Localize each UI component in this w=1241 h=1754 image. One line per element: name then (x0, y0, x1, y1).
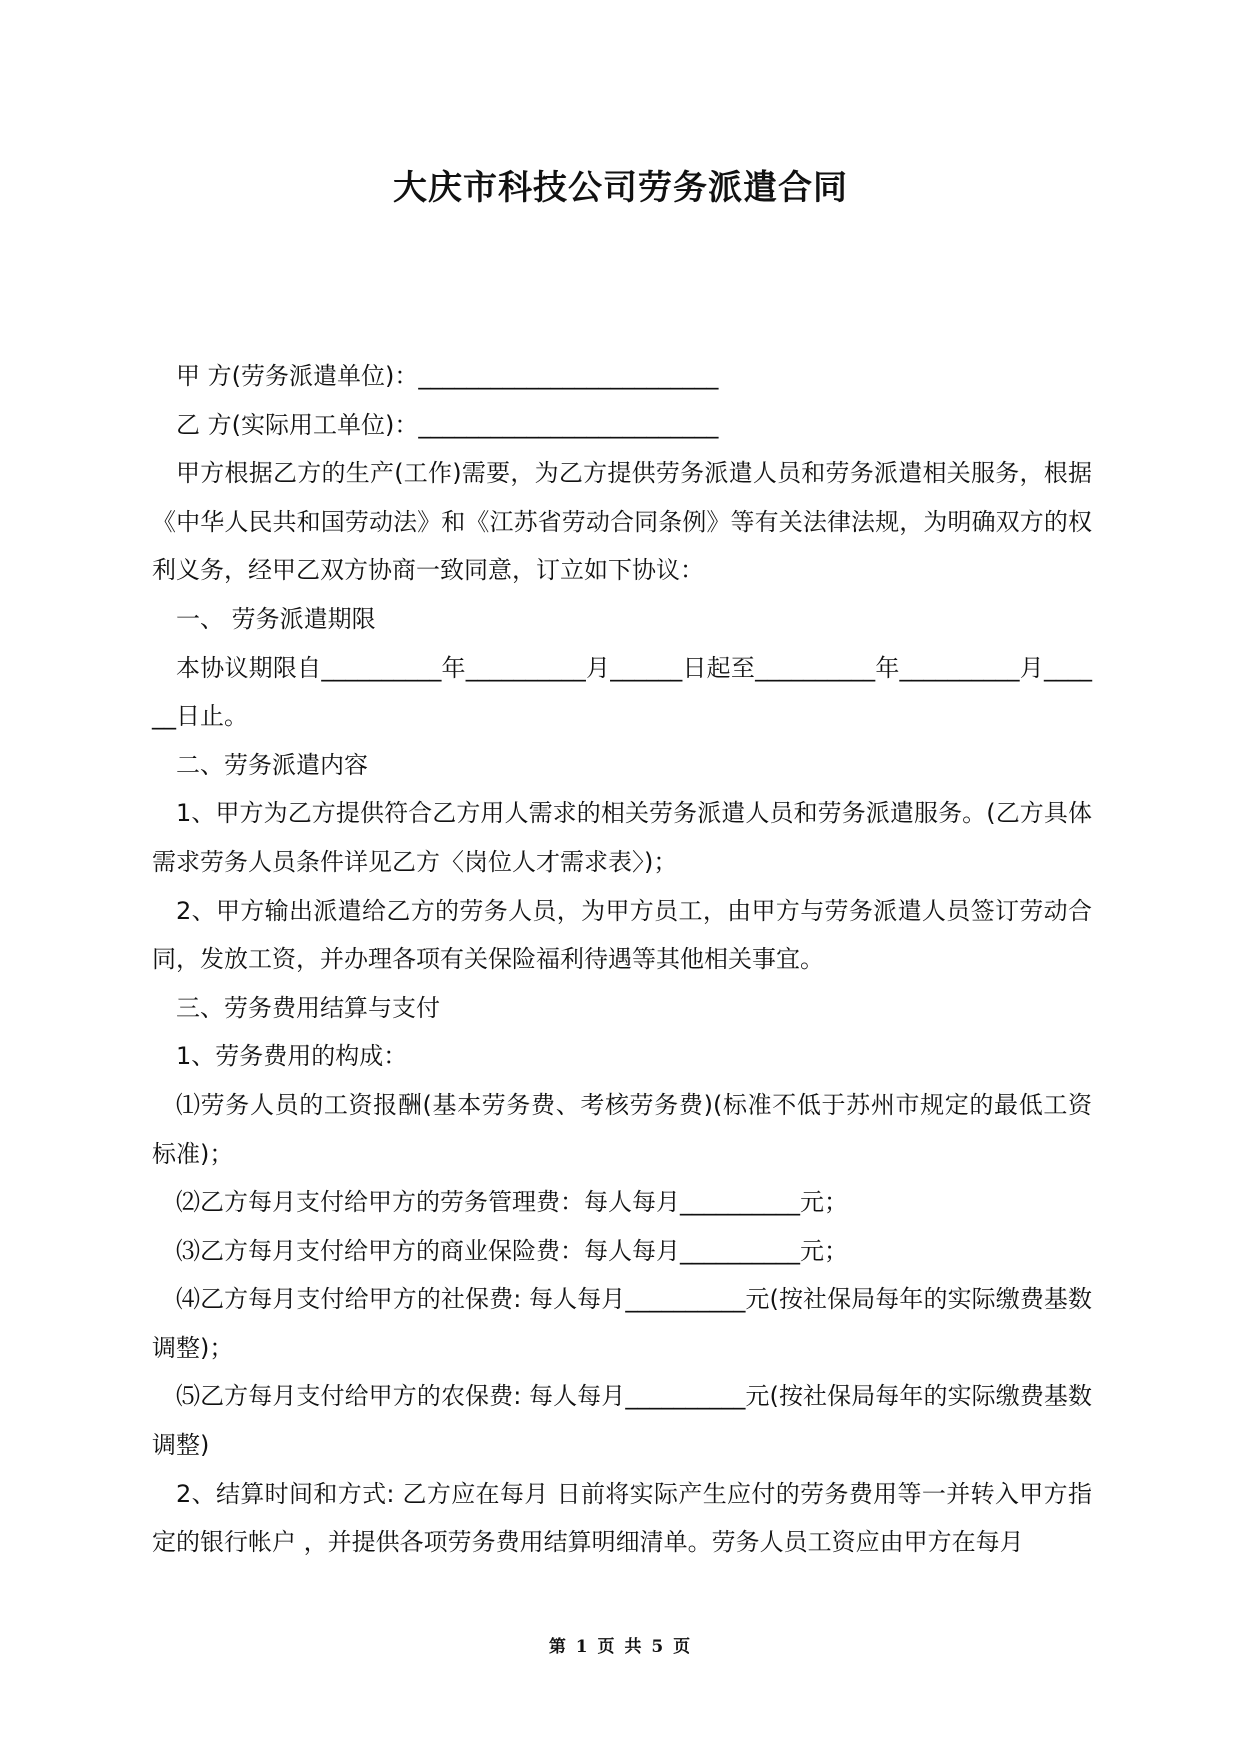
document-body (152, 352, 1092, 1567)
section-heading-2: 二、劳务派遣内容 (176, 750, 368, 779)
page-footer: 第 1 页 共 5 页 (548, 1637, 693, 1657)
section-heading-3: 三、劳务费用结算与支付 (176, 993, 440, 1022)
section-heading-1: 一、 劳务派遣期限 (176, 604, 376, 633)
content-clause-2: 2、甲方输出派遣给乙方的劳务人员，为甲方员工，由甲方与劳务派遣人员签订劳动合同，发放工资，并办理各项有关保险福利待遇等其他相关事宜。 (152, 896, 1092, 974)
fee-item-2: ⑵乙方每月支付给甲方的劳务管理费：每人每月__________元； (176, 1188, 848, 1217)
party-b-line: 乙 方(实际用工单位)：_________________________ (176, 410, 719, 439)
content-clause-1: 1、甲方为乙方提供符合乙方用人需求的相关劳务派遣人员和劳务派遣服务。(乙方具体需求劳务人员条件详见乙方〈岗位人才需求表〉)； (152, 799, 1092, 876)
fee-composition-heading: 1、劳务费用的构成： (176, 1042, 408, 1071)
term-paragraph: 本协议期限自__________年__________月______日起至__________年__________月______日止。 (152, 653, 1092, 731)
party-a-line: 甲 方(劳务派遣单位)：_________________________ (176, 362, 719, 390)
fee-item-5: ⑸乙方每月支付给甲方的农保费: 每人每月__________元(按社保局每年的实际缴费基数调整) (152, 1382, 1092, 1460)
preamble-paragraph: 甲方根据乙方的生产(工作)需要，为乙方提供劳务派遣人员和劳务派遣相关服务，根据《中华人民共和国劳动法》和《江苏省劳动合同条例》等有关法律法规，为明确双方的权利义务，经甲乙双方协商一致同意，订立如下协议： (152, 459, 1092, 585)
fee-item-4: ⑷乙方每月支付给甲方的社保费: 每人每月__________元(按社保局每年的实际缴费基数调整)； (152, 1285, 1092, 1362)
settlement-paragraph: 2、结算时间和方式: 乙方应在每月 日前将实际产生应付的劳务费用等一并转入甲方指定的银行帐户 ，并提供各项劳务费用结算明细清单。劳务人员工资应由甲方在每月 (152, 1479, 1092, 1557)
fee-item-3: ⑶乙方每月支付给甲方的商业保险费：每人每月__________元； (176, 1236, 848, 1265)
document-title: 大庆市科技公司劳务派遣合同 (393, 168, 848, 208)
fee-item-1: ⑴劳务人员的工资报酬(基本劳务费、考核劳务费)(标准不低于苏州市规定的最低工资标准)； (152, 1090, 1092, 1168)
